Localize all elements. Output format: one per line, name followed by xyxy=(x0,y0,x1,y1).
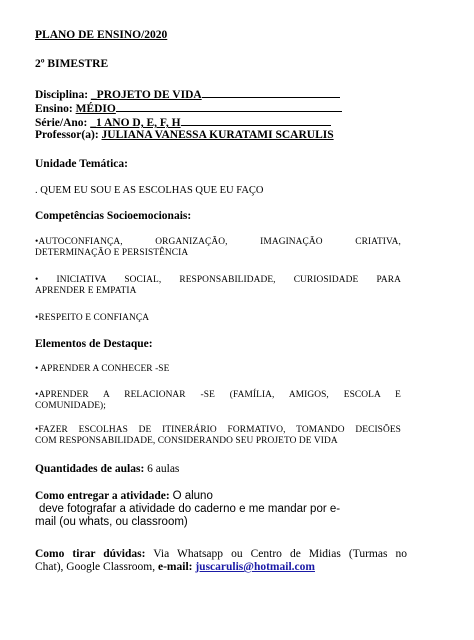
professor-value: JULIANA VANESSA KURATAMI SCARULIS xyxy=(101,129,334,141)
bimestre-label: 2º BIMESTRE xyxy=(35,58,109,70)
document-title: PLANO DE ENSINO/2020 xyxy=(35,29,168,41)
competencia-item xyxy=(35,237,401,258)
unidade-heading: Unidade Temática: xyxy=(35,158,128,170)
ensino-label: Ensino: xyxy=(35,103,73,115)
entrega-label: Como entregar a atividade: xyxy=(35,490,170,502)
duvidas-block xyxy=(35,548,407,573)
competencia-item xyxy=(35,275,401,296)
email-label: e-mail: xyxy=(157,561,193,573)
entrega-block xyxy=(35,490,340,528)
duvidas-label: Como tirar dúvidas: xyxy=(35,548,146,560)
serie-label: Série/Ano: xyxy=(35,117,88,129)
elemento-line: • APRENDER A CONHECER -SE xyxy=(35,364,170,374)
competencia-line: APRENDER E EMPATIA xyxy=(35,286,137,296)
fill-line xyxy=(202,87,340,98)
ensino-value: MÉDIO xyxy=(75,103,116,115)
ensino-row xyxy=(35,101,342,115)
serie-row xyxy=(35,115,331,129)
fill-line xyxy=(116,101,342,112)
disciplina-row xyxy=(35,87,340,101)
serie-value: _1 ANO D, E, F, H xyxy=(90,117,181,129)
entrega-value: O aluno xyxy=(172,490,213,502)
elemento-line: •FAZER ESCOLHAS DE ITINERÁRIO FORMATIVO, TOMANDO DECISÕES xyxy=(35,425,401,435)
elementos-heading: Elementos de Destaque: xyxy=(35,338,153,350)
email-link[interactable]: juscarulis@hotmail.com xyxy=(195,561,315,573)
entrega-value: mail (ou whats, ou classroom) xyxy=(35,516,188,528)
competencia-line: • INICIATIVA SOCIAL, RESPONSABILIDADE, CURIOSIDADE PARA xyxy=(35,275,401,285)
duvidas-value: Chat), Google Classroom, xyxy=(35,561,156,573)
competencia-line: •AUTOCONFIANÇA, ORGANIZAÇÃO, IMAGINAÇÃO CRIATIVA, xyxy=(35,237,401,247)
elemento-line: COMUNIDADE); xyxy=(35,401,106,411)
elemento-line: •APRENDER A RELACIONAR -SE (FAMÍLIA, AMIGOS, ESCOLA E xyxy=(35,390,401,400)
unidade-text: . QUEM EU SOU E AS ESCOLHAS QUE EU FAÇO xyxy=(35,185,264,196)
competencias-heading: Competências Socioemocionais: xyxy=(35,210,192,222)
competencia-item xyxy=(35,313,149,323)
aulas-row xyxy=(35,463,179,475)
professor-row xyxy=(35,129,334,141)
elemento-item xyxy=(35,364,169,374)
aulas-value: 6 aulas xyxy=(147,463,180,475)
entrega-value: deve fotografar a atividade do caderno e me mandar por e- xyxy=(39,503,341,515)
competencia-line: •RESPEITO E CONFIANÇA xyxy=(35,313,150,323)
elemento-item xyxy=(35,425,401,446)
duvidas-value: Via Whatsapp ou Centro de Midias (Turmas no xyxy=(153,548,407,560)
elemento-line: COM RESPONSABILIDADE, CONSIDERANDO SEU PROJETO DE VIDA xyxy=(35,436,338,446)
disciplina-value: _PROJETO DE VIDA xyxy=(90,89,202,101)
aulas-label: Quantidades de aulas: xyxy=(35,463,145,475)
disciplina-label: Disciplina: xyxy=(35,89,89,101)
professor-label: Professor(a): xyxy=(35,129,99,141)
competencia-line: DETERMINAÇÃO E PERSISTÊNCIA xyxy=(35,248,189,258)
fill-line xyxy=(181,115,331,126)
elemento-item xyxy=(35,390,401,411)
